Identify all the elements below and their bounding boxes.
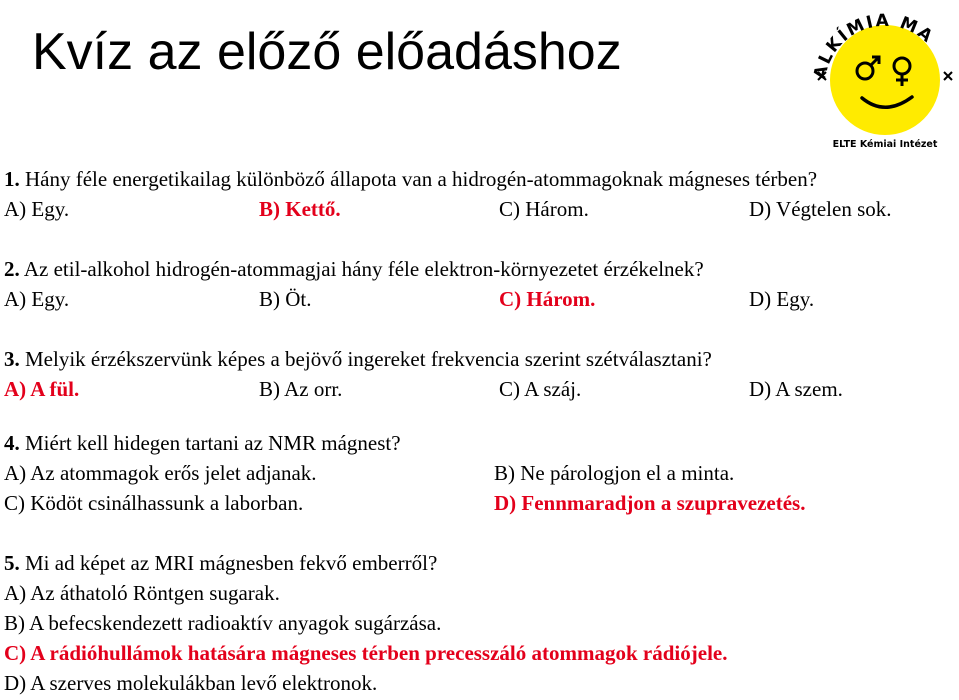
slide-title: Kvíz az előző előadáshoz (32, 23, 622, 81)
quiz-question-1 (4, 164, 954, 224)
answer-option-b: B) Az orr. (259, 377, 343, 401)
answer-row (4, 638, 954, 668)
answer-option-d: D) A szem. (749, 377, 843, 401)
answer-row (4, 668, 954, 698)
answer-option-c: C) Három. (499, 197, 589, 221)
answer-option-b: B) Ne párologjon el a minta. (494, 461, 735, 485)
quiz-question-4 (4, 428, 954, 518)
answer-option-a: A) Egy. (4, 287, 70, 311)
answer-option-a: A) Az atommagok erős jelet adjanak. (4, 461, 317, 485)
answer-row (4, 458, 954, 488)
answer-option-a: A) Egy. (4, 197, 70, 221)
question-number: 3. (4, 347, 20, 371)
answer-row (4, 608, 954, 638)
question-stem (4, 344, 954, 374)
question-stem (4, 428, 954, 458)
answer-option-c-correct: C) A rádióhullámok hatására mágneses térben precesszáló atommagok rádiójele. (4, 641, 728, 665)
quiz-question-5 (4, 548, 954, 698)
question-text: Melyik érzékszervünk képes a bejövő ingereket frekvencia szerint szétválasztani? (25, 347, 712, 371)
answer-option-c: C) A száj. (499, 377, 582, 401)
answer-option-b-correct: B) Kettő. (259, 197, 341, 221)
question-text: Az etil-alkohol hidrogén-atommagjai hány féle elektron-környezetet érzékelnek? (23, 257, 704, 281)
question-stem (4, 548, 954, 578)
logo-caption: ELTE Kémiai Intézet (832, 139, 938, 150)
question-number: 5. (4, 551, 20, 575)
answer-option-d: D) Végtelen sok. (749, 197, 892, 221)
question-number: 4. (4, 431, 20, 455)
logo-arc-text: ALKÍMIA MA (810, 10, 938, 82)
answer-option-a-correct: A) A fül. (4, 377, 80, 401)
question-text: Mi ad képet az MRI mágnesben fekvő emberről? (25, 551, 438, 575)
question-number: 2. (4, 257, 20, 281)
answer-option-d: D) A szerves molekulákban levő elektronok. (4, 671, 378, 695)
answer-row (4, 374, 954, 404)
alkimia-ma-logo-image (810, 0, 959, 152)
answer-option-c: C) Ködöt csinálhassunk a laborban. (4, 491, 304, 515)
answer-option-c-correct: C) Három. (499, 287, 596, 311)
question-text: Hány féle energetikailag különböző állapota van a hidrogén-atommagoknak mágneses térben? (25, 167, 818, 191)
question-text: Miért kell hidegen tartani az NMR mágnest? (25, 431, 401, 455)
answer-row (4, 284, 954, 314)
answer-row (4, 488, 954, 518)
alkimia-ma-logo (810, 0, 959, 152)
answer-option-d-correct: D) Fennmaradjon a szupravezetés. (494, 491, 806, 515)
answer-option-b: B) Öt. (259, 287, 312, 311)
question-number: 1. (4, 167, 20, 191)
question-stem (4, 164, 954, 194)
answer-row (4, 578, 954, 608)
answer-option-b: B) A befecskendezett radioaktív anyagok sugárzása. (4, 611, 442, 635)
answer-option-d: D) Egy. (749, 287, 815, 311)
answer-option-a: A) Az áthatoló Röntgen sugarak. (4, 581, 280, 605)
answer-row (4, 194, 954, 224)
quiz-question-2 (4, 254, 954, 314)
question-stem (4, 254, 954, 284)
quiz-question-3 (4, 344, 954, 404)
